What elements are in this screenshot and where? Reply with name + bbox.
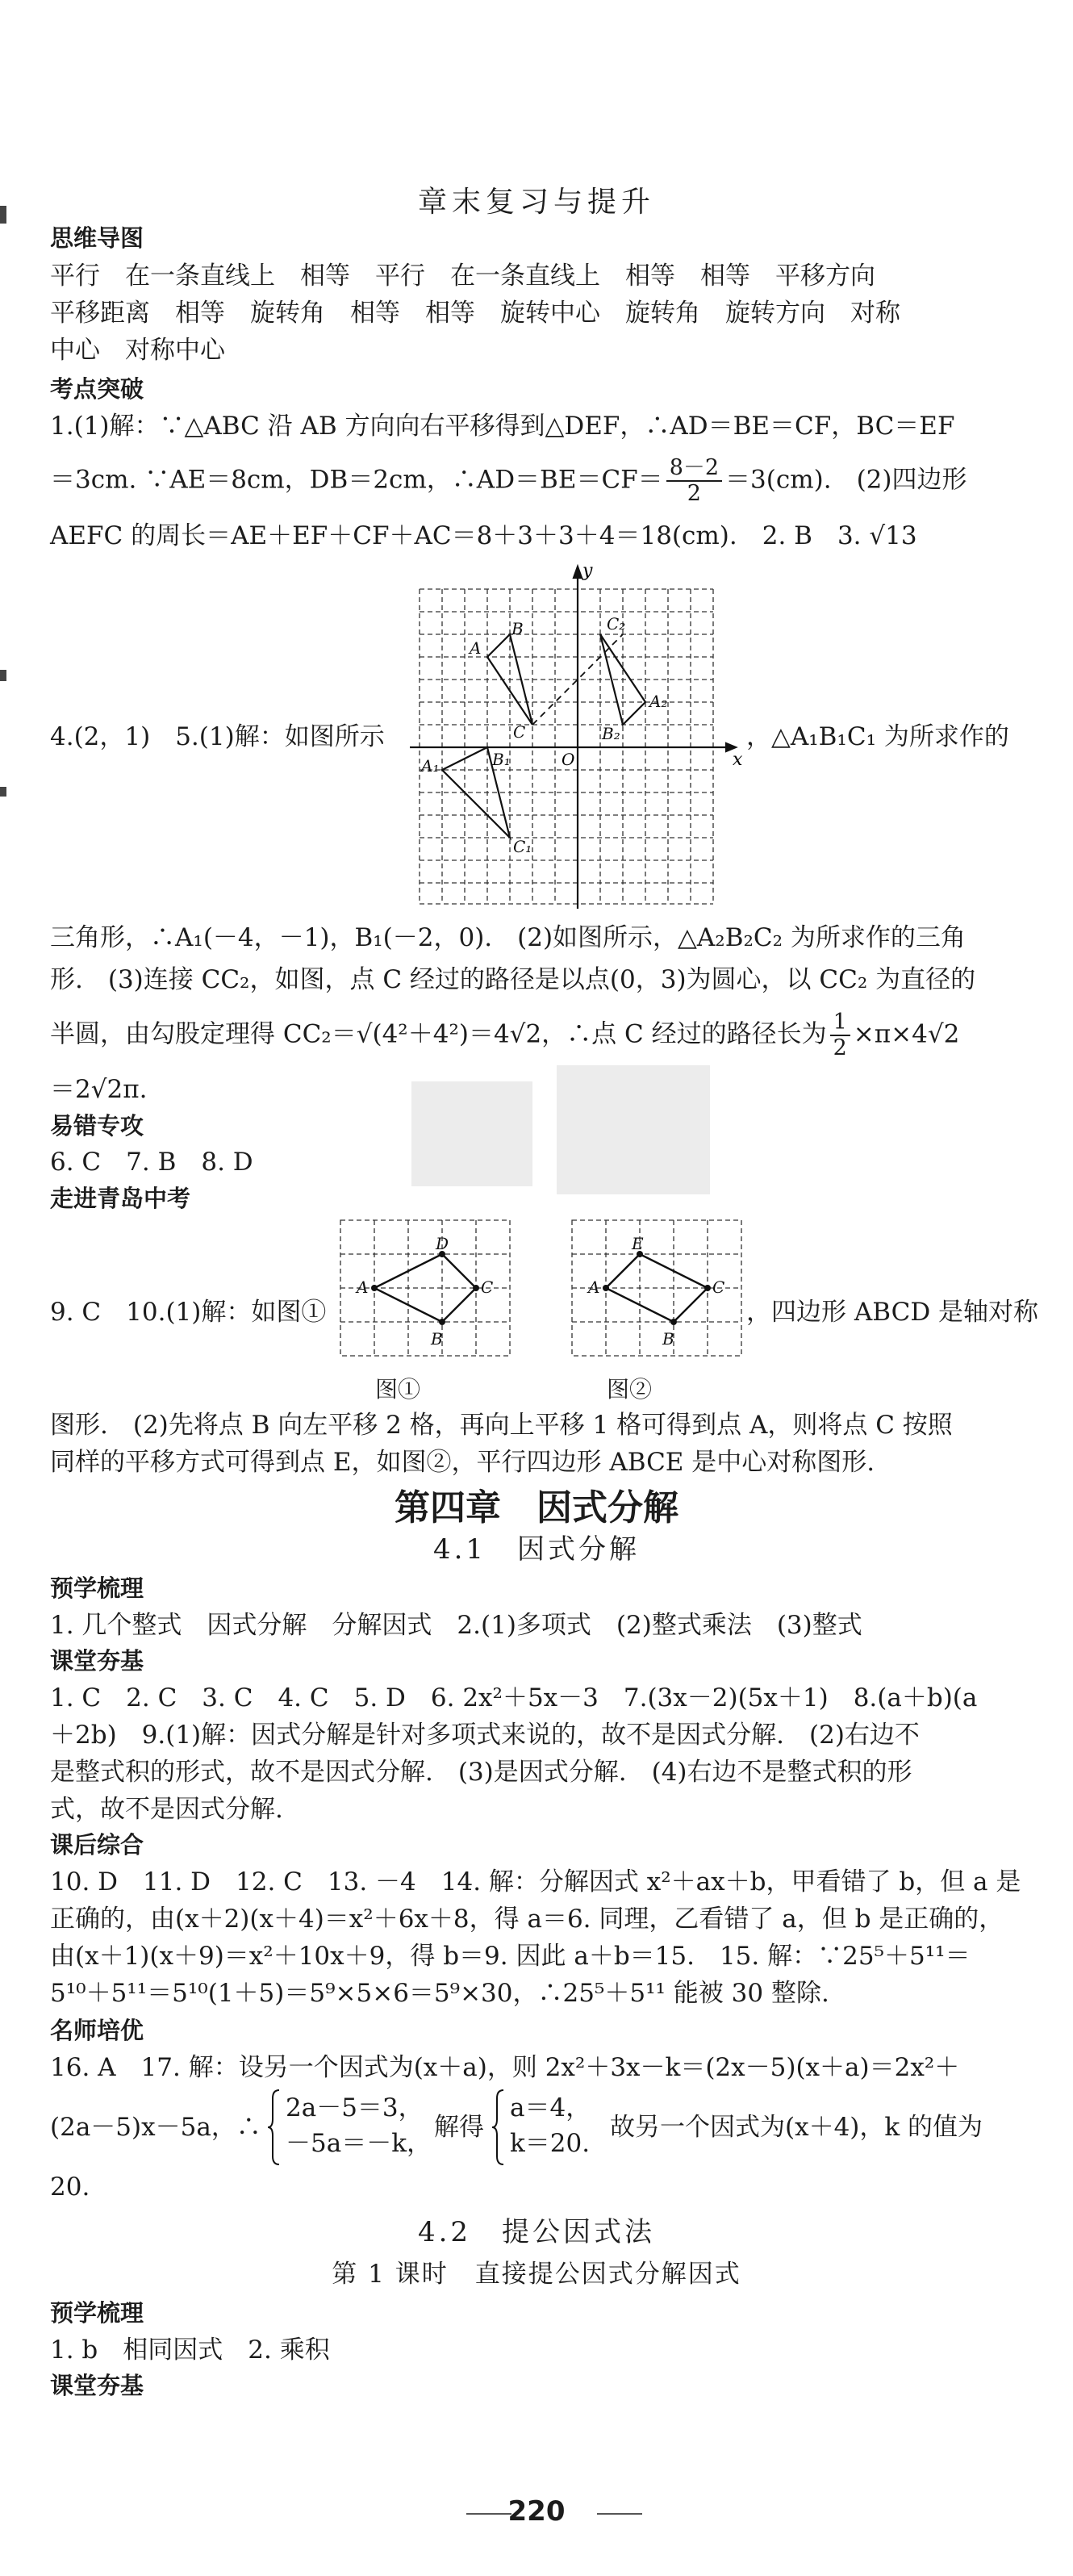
- preview-heading: 预学梳理: [50, 1574, 144, 1602]
- answer-text: 解得: [434, 2113, 484, 2142]
- point-label-b: B: [662, 1329, 674, 1349]
- figure-2-parallelogram: [569, 1217, 746, 1370]
- point-label-c2: C₂: [607, 614, 626, 634]
- point-label-a: A: [588, 1278, 600, 1297]
- fraction-denominator: 2: [833, 1035, 847, 1060]
- answer-line: 20.: [50, 2172, 90, 2202]
- breakthrough-heading: 考点突破: [50, 375, 144, 403]
- chapter-title: 第四章 因式分解: [395, 1487, 678, 1528]
- point-label-c: C: [513, 722, 526, 742]
- point-label-b: B: [431, 1329, 443, 1349]
- origin-label: O: [562, 750, 575, 769]
- answer-line: ＝2√2π.: [50, 1075, 148, 1104]
- answer-line: ＋2b) 9.(1)解：因式分解是针对多项式来说的，故不是因式分解. (2)右边不: [50, 1721, 920, 1750]
- fraction-numerator: 1: [830, 1010, 850, 1036]
- point-label-c: C: [481, 1278, 494, 1297]
- figure-1-quadrilateral: [337, 1217, 515, 1370]
- answer-line: 10. D 11. D 12. C 13. －4 14. 解：分解因式 x²＋ax＋b，甲看错了 b，但 a 是: [50, 1867, 1021, 1896]
- fraction-denominator: 2: [687, 481, 701, 506]
- answer-line: 式，故不是因式分解.: [50, 1795, 283, 1824]
- mindmap-heading: 思维导图: [50, 224, 144, 252]
- section-title: 4.1 因式分解: [432, 1533, 641, 1566]
- figure-2-caption: 图②: [607, 1376, 653, 1403]
- answer-line: 5¹⁰＋5¹¹＝5¹⁰(1＋5)＝5⁹×5×6＝5⁹×30，∴25⁵＋5¹¹ 能被 30 整除.: [50, 1979, 829, 2008]
- point-label-a: A: [470, 638, 482, 658]
- point-label-d: D: [436, 1234, 449, 1253]
- mindmap-line: 平行 在一条直线上 相等 平行 在一条直线上 相等 相等 平移方向: [50, 261, 875, 291]
- edge-mark: [0, 787, 6, 797]
- answer-line: [50, 456, 967, 506]
- answer-line: 正确的，由(x＋2)(x＋4)＝x²＋6x＋8，得 a＝6. 同理，乙看错了 a，但 b 是正确的，: [50, 1905, 1004, 1934]
- watermark-logo: [403, 1049, 726, 1211]
- answer-line: 同样的平移方式可得到点 E，如图②，平行四边形 ABCE 是中心对称图形.: [50, 1448, 875, 1477]
- preview-heading: 预学梳理: [50, 2299, 144, 2327]
- equation-row: k＝20.: [510, 2129, 591, 2158]
- point-label-a2: A₂: [649, 692, 668, 711]
- equation-row: 2a－5＝3，: [286, 2093, 424, 2122]
- mindmap-line: 中心 对称中心: [50, 336, 225, 365]
- point-label-c1: C₁: [513, 837, 532, 856]
- answer-line: 1.(1)解：∵△ABC 沿 AB 方向向右平移得到△DEF，∴AD＝BE＝CF，BC＝EF: [50, 412, 955, 441]
- system-brace: [491, 2089, 507, 2166]
- coordinate-grid-figure: [403, 557, 750, 912]
- answer-text: 半圆，由勾股定理得 CC₂＝√(4²＋4²)＝4√2，∴点 C 经过的路径长为: [50, 1019, 827, 1049]
- figure-1-caption: 图①: [375, 1376, 421, 1403]
- point-label-b2: B₂: [602, 724, 620, 743]
- answer-line: ，△A₁B₁C₁ 为所求作的: [746, 722, 1009, 751]
- answer-line: 6. C 7. B 8. D: [50, 1148, 253, 1177]
- system-brace: [266, 2089, 282, 2166]
- answer-line: 图形. (2)先将点 B 向左平移 2 格，再向上平移 1 格可得到点 A，则将点 C 按照: [50, 1411, 953, 1440]
- point-label-a1: A₁: [421, 756, 440, 776]
- point-label-e: E: [632, 1234, 644, 1253]
- after-class-heading: 课后综合: [50, 1831, 144, 1859]
- answer-line: 1. C 2. C 3. C 4. C 5. D 6. 2x²＋5x－3 7.(3x－2)(5x＋1) 8.(a＋b)(a: [50, 1683, 978, 1712]
- point-label-b1: B₁: [492, 750, 511, 769]
- answer-text: ＝3(cm). (2)四边形: [725, 465, 967, 495]
- answer-line: (2a－5)x－5a，∴: [50, 2113, 261, 2142]
- mindmap-line: 平移距离 相等 旋转角 相等 相等 旋转中心 旋转角 旋转方向 对称: [50, 299, 900, 328]
- fraction-numerator: 8－2: [666, 456, 722, 482]
- qingdao-heading: 走进青岛中考: [50, 1185, 191, 1212]
- fraction: [830, 1010, 850, 1060]
- answer-line: 由(x＋1)(x＋9)＝x²＋10x＋9，得 b＝9. 因此 a＋b＝15. 15. 解：∵25⁵＋5¹¹＝: [50, 1942, 971, 1971]
- answer-text: ＝3cm. ∵AE＝8cm，DB＝2cm，∴AD＝BE＝CF＝: [50, 465, 663, 495]
- answer-line: 是整式积的形式，故不是因式分解. (3)是因式分解. (4)右边不是整式积的形: [50, 1758, 912, 1787]
- answer-line: 4.(2，1) 5.(1)解：如图所示: [50, 722, 385, 751]
- error-heading: 易错专攻: [50, 1112, 144, 1140]
- answer-line: 1. b 相同因式 2. 乘积: [50, 2336, 330, 2365]
- answer-text: ×π×4√2: [853, 1019, 960, 1049]
- lesson-title: 第 1 课时 直接提公因式分解因式: [332, 2260, 741, 2289]
- x-axis-label: x: [733, 750, 743, 770]
- edge-mark: [0, 670, 6, 681]
- point-label-a: A: [357, 1278, 369, 1297]
- class-heading: 课堂夯基: [50, 1647, 144, 1675]
- class-heading: 课堂夯基: [50, 2372, 144, 2399]
- teacher-heading: 名师培优: [50, 2017, 144, 2044]
- fraction: [666, 456, 722, 506]
- answer-text: 故另一个因式为(x＋4)，k 的值为: [610, 2113, 983, 2142]
- answer-line: AEFC 的周长＝AE＋EF＋CF＋AC＝8＋3＋3＋4＝18(cm). 2. B 3. √13: [50, 521, 917, 550]
- point-label-c: C: [712, 1278, 725, 1297]
- chapter-review-title: 章末复习与提升: [417, 186, 655, 219]
- answer-line: 16. A 17. 解：设另一个因式为(x＋a)，则 2x²＋3x－k＝(2x－5)(x＋a)＝2x²＋: [50, 2053, 960, 2082]
- answer-line: ，四边形 ABCD 是轴对称: [746, 1298, 1039, 1327]
- point-label-b: B: [511, 619, 524, 638]
- answer-line: 9. C 10.(1)解：如图①: [50, 1298, 327, 1327]
- answer-line: 三角形，∴A₁(－4，－1)，B₁(－2，0). (2)如图所示，△A₂B₂C₂ 为所求作的三角: [50, 923, 966, 952]
- answer-line: 1. 几个整式 因式分解 分解因式 2.(1)多项式 (2)整式乘法 (3)整式: [50, 1611, 862, 1640]
- equation-row: a＝4，: [510, 2093, 591, 2122]
- page-number-rule-right: [597, 2512, 642, 2515]
- equation-row: －5a＝－k，: [286, 2129, 432, 2158]
- answer-line: 形. (3)连接 CC₂，如图，点 C 经过的路径是以点(0，3)为圆心，以 CC₂ 为直径的: [50, 965, 976, 994]
- answer-line: [50, 1010, 959, 1060]
- section-title: 4.2 提公因式法: [417, 2216, 656, 2248]
- y-axis-label: y: [582, 561, 593, 581]
- page-number: 220: [507, 2495, 566, 2528]
